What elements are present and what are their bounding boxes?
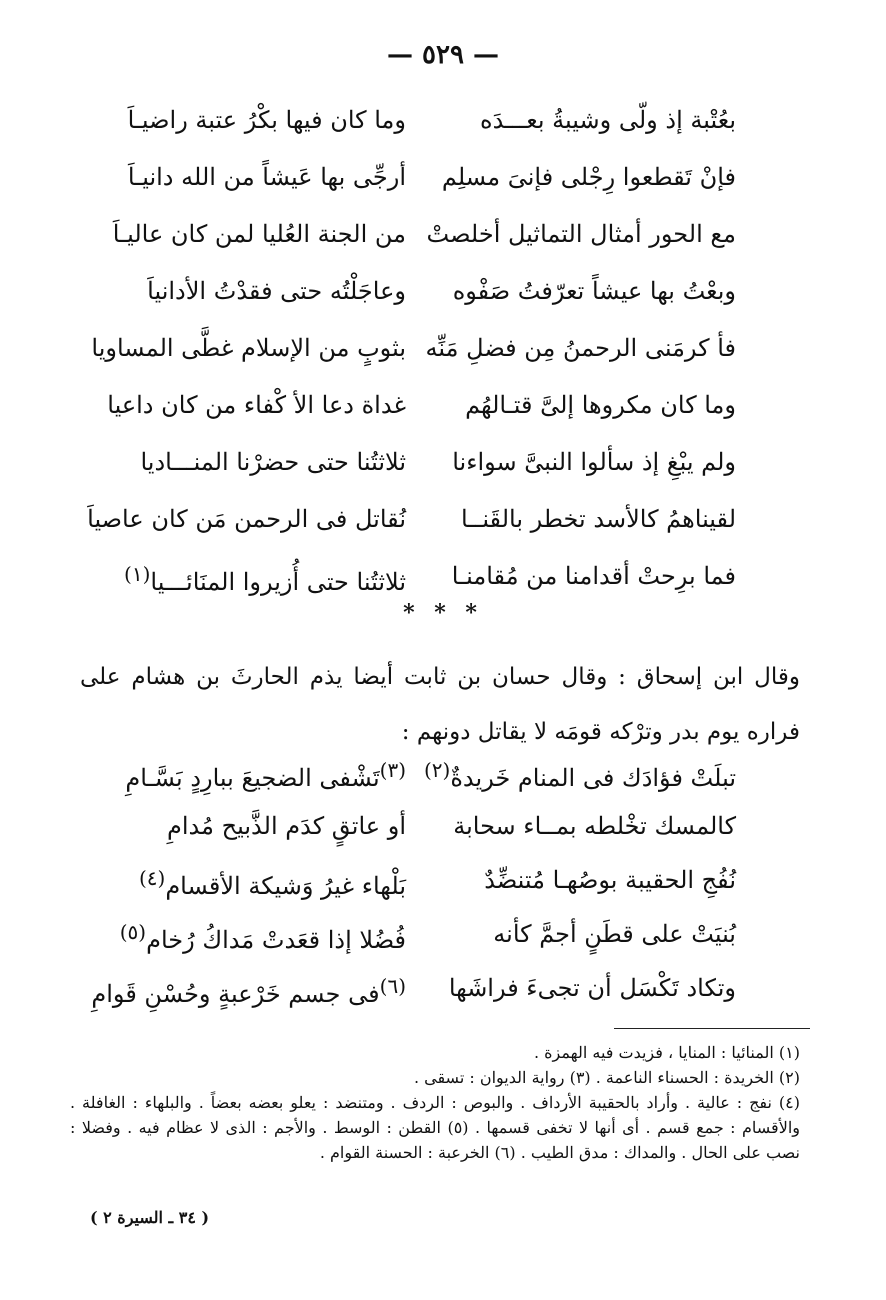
verse xyxy=(127,100,736,157)
verse xyxy=(127,157,736,214)
prose-paragraph: وقال ابن إسحاق : وقال حسان بن ثابت أيضا يذم الحارثَ بن هشام على فراره يوم بدر وترْكه قومَه لا يقاتل دونهم : xyxy=(80,664,800,745)
hemistich-text: فُضُلا إذا قعَدتْ مَداكُ رُخام xyxy=(146,926,406,954)
footnote-ref: (٣) xyxy=(379,758,406,782)
poem-first xyxy=(87,100,736,613)
hemistich-left: من الجنة العُليا لمن كان عاليـاَ xyxy=(112,220,406,248)
footnote-ref: (١) xyxy=(124,562,151,586)
page-number: — ٥٢٩ — xyxy=(386,40,500,70)
footnote-ref: (٦) xyxy=(379,974,406,998)
hemistich-right: وما كان مكروها إلىَّ قتـالهُم xyxy=(465,391,736,419)
footnote: (١) المنائيا : المنايا ، فزيدت فيه الهمزة . xyxy=(533,1043,800,1062)
verse xyxy=(91,328,736,385)
printer-signature: ( ٣٤ ـ السيرة ٢ ) xyxy=(90,1208,210,1227)
hemistich-right: فإنْ تَقطعوا رِجْلى فإنىَ مسلِم xyxy=(441,163,736,191)
hemistich-left: غداة دعا الأ كْفاء من كان داعيا xyxy=(107,391,406,419)
hemistich-right: ولم يبْغِ إذ سألوا النبىَّ سواءنا xyxy=(452,448,736,476)
footnotes xyxy=(70,1040,800,1165)
hemistich-left xyxy=(120,920,406,954)
hemistich-right: لقيناهمُ كالأسد تخطر بالقَنــا xyxy=(460,505,736,533)
verse xyxy=(107,385,736,442)
hemistich-left xyxy=(91,974,406,1008)
footnote-divider xyxy=(614,1028,810,1029)
hemistich-left: بثوبٍ من الإسلام غطَّى المساويا xyxy=(91,334,406,362)
hemistich-left xyxy=(125,758,406,792)
hemistich-text: ثلاثتُنا حتى أُزيروا المنَائـــيا xyxy=(150,568,406,596)
hemistich-right: بُنيَتْ على قطَنٍ أجمَّ كأنه xyxy=(493,920,736,948)
hemistich-left: أرجِّى بها عَيشاً من الله دانيـاَ xyxy=(127,163,406,191)
verse xyxy=(136,806,736,860)
hemistich-right: بعُتْبة إذ ولّى وشيبةُ بعـــدَه xyxy=(480,106,736,134)
footnote-ref: (٥) xyxy=(119,920,147,944)
hemistich-text: فى جسم خَرْعبةٍ وحُسْنِ قَوامِ xyxy=(91,980,380,1008)
hemistich-left: وما كان فيها بكْرُ عتبة راضيـاَ xyxy=(127,106,406,134)
hemistich-right: كالمسك تخْلطه بمــاء سحابة xyxy=(453,812,736,840)
verse xyxy=(125,752,736,806)
hemistich-left: أو عاتقٍ كدَم الذَّبيح مُدامِ xyxy=(167,812,406,840)
hemistich-right: وبعْتُ بها عيشاً تعرّفتُ صَفْوه xyxy=(452,277,736,305)
section-separator: * * * xyxy=(403,600,483,626)
hemistich-text: بَلْهاء غيرُ وَشيكة الأقسام xyxy=(165,872,406,900)
hemistich-left xyxy=(124,562,406,596)
hemistich-left: ثلاثتُنا حتى حضرْنا المنـــاديا xyxy=(140,448,406,476)
verse xyxy=(112,214,736,271)
footnote-ref: (٢) xyxy=(423,758,451,782)
hemistich-text: تبلَتْ فؤادَك فى المنام خَريدةٌ xyxy=(450,764,736,792)
hemistich-right: نُفُجِ الحقيبة بوصُهـا مُتنضِّدٌ xyxy=(484,866,736,894)
hemistich-right: مع الحور أمثال التماثيل أخلصتْ xyxy=(426,220,736,248)
hemistich-left xyxy=(139,866,406,900)
hemistich-left: وعاجَلْتُه حتى فقدْتُ الأدانياَ xyxy=(147,277,406,305)
hemistich-text: تَشْفى الضجيعَ ببارِدٍ بَسَّـامِ xyxy=(125,764,380,792)
footnote: (٢) الخريدة : الحسناء الناعمة . (٣) رواية الديوان : تسقى . xyxy=(413,1068,800,1087)
verse xyxy=(91,968,736,1022)
verse xyxy=(119,914,736,968)
hemistich-right: فأ كرمَنى الرحمنُ مِن فضلِ مَنِّه xyxy=(425,334,736,362)
verse xyxy=(136,442,736,499)
verse xyxy=(87,499,736,556)
footnote-ref: (٤) xyxy=(138,866,166,890)
verse xyxy=(136,271,736,328)
hemistich-right: وتكاد تَكْسَل أن تجىءَ فراشَها xyxy=(448,974,736,1002)
poem-second xyxy=(91,752,736,1022)
hemistich-right: فما برِحتْ أقدامنا من مُقامنـا xyxy=(451,562,736,590)
verse xyxy=(136,860,736,914)
hemistich-right xyxy=(424,758,736,792)
hemistich-left: نُقاتل فى الرحمن مَن كان عاصياَ xyxy=(87,505,406,533)
footnote: (٤) نفج : عالية . وأراد بالحقيبة الأرداف . والبوص : الردف . ومتنضد : يعلو بعضه بعضاً . والبلهاء : الغافلة . والأقسام : جمع قسم . أى أنها لا تخفى قسمها . (٥) القطن : الوسط . والأجم : الذى لا عظام فيه . وفضلا : نصب على الحال . والمداك : مدق الطيب . (٦) الخرعبة : الحسنة القوام . xyxy=(70,1093,800,1162)
